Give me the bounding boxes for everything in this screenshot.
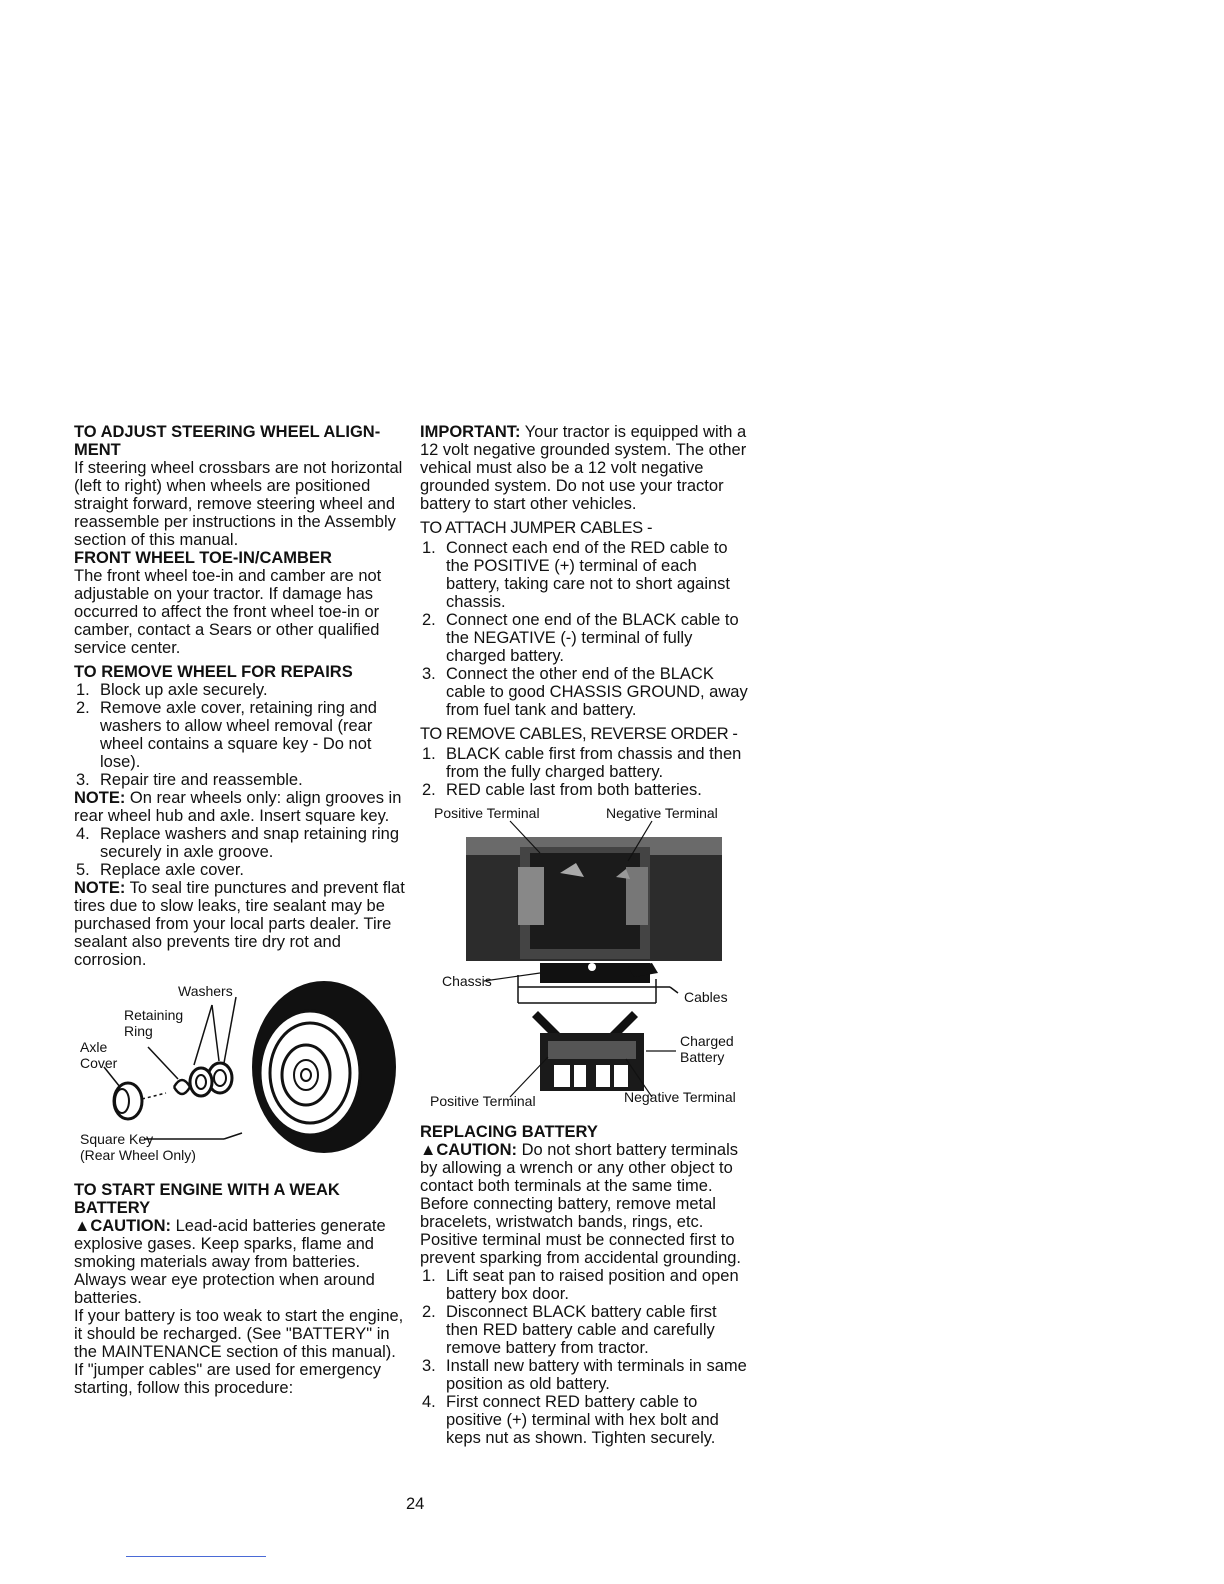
toe-title: FRONT WHEEL TOE-IN/CAMBER: [74, 549, 332, 567]
label-washers: Washers: [178, 983, 233, 999]
label-battery: Battery: [680, 1049, 725, 1065]
wheel-removal-figure: [74, 975, 410, 1175]
replacing-battery-positive-first: Positive terminal must be connected first to prevent sparking from accidental grounding.: [420, 1231, 742, 1267]
note-rear-wheels: NOTE: On rear wheels only: align grooves in rear wheel hub and axle. Insert square key.: [74, 789, 402, 825]
jump-start-illustration: [420, 807, 752, 1117]
label-chassis: Chassis: [442, 973, 492, 989]
label-positive-terminal-bottom: Positive Terminal: [430, 1093, 536, 1109]
list-item: 2. Connect one end of the BLACK cable to the NEGATIVE (-) terminal of fully charged battery.: [422, 611, 739, 665]
label-negative-terminal-bottom: Negative Terminal: [624, 1089, 736, 1105]
list-item: 4. Replace washers and snap retaining ring securely in axle groove.: [76, 825, 400, 861]
remove-wheel-steps-cont: [74, 825, 410, 879]
list-item: 4. First connect RED battery cable to positive (+) terminal with hex bolt and keps nut as shown. Tighten securely.: [422, 1393, 719, 1447]
steering-title: TO ADJUST STEERING WHEEL ALIGN-MENT: [74, 423, 381, 459]
remove-wheel-steps: [74, 681, 410, 789]
list-item: 1. BLACK cable first from chassis and then from the fully charged battery.: [422, 745, 742, 781]
weak-battery-jumper: If "jumper cables" are used for emergency starting, follow this procedure:: [74, 1361, 382, 1397]
page-number: 24: [406, 1495, 425, 1513]
label-retaining: Retaining: [124, 1007, 184, 1023]
label-positive-terminal-top: Positive Terminal: [434, 805, 540, 821]
important-note: IMPORTANT: Your tractor is equipped with a 12 volt negative grounded system. The other vehical must also be a 12 volt negative grounded system. Do not use your tractor battery to start other vehicles.: [420, 423, 747, 513]
replacing-battery-title: REPLACING BATTERY: [420, 1123, 598, 1141]
list-item: 5. Replace axle cover.: [76, 861, 244, 879]
attach-cables-steps: [420, 539, 752, 719]
list-item: 3. Install new battery with terminals in same position as old battery.: [422, 1357, 747, 1393]
replacing-battery-caution: ▲CAUTION: Do not short battery terminals by allowing a wrench or any other object to contact both terminals at the same time. Before connecting battery, remove metal bracelets, wristwatch bands, rings, etc.: [420, 1141, 739, 1231]
list-item: 1. Connect each end of the RED cable to the POSITIVE (+) terminal of each battery, taking care not to short against chassis.: [422, 539, 731, 611]
label-negative-terminal-top: Negative Terminal: [606, 805, 718, 821]
list-item: 3. Repair tire and reassemble.: [76, 771, 303, 789]
list-item: 3. Connect the other end of the BLACK cable to good CHASSIS GROUND, away from fuel tank and battery.: [422, 665, 748, 719]
warning-triangle-icon: ▲: [420, 1141, 437, 1159]
weak-battery-recharge: If your battery is too weak to start the engine, it should be recharged. (See "BATTERY" in the MAINTENANCE section of this manual).: [74, 1307, 404, 1361]
label-charged: Charged: [680, 1033, 734, 1049]
attach-cables-title: TO ATTACH JUMPER CABLES -: [420, 519, 653, 537]
list-item: 1. Block up axle securely.: [76, 681, 268, 699]
left-column: [74, 423, 410, 1397]
weak-battery-caution: ▲CAUTION: Lead-acid batteries generate explosive gases. Keep sparks, flame and smoking materials away from batteries. Always wear eye protection when around batteries.: [74, 1217, 386, 1307]
label-ring: Ring: [124, 1023, 153, 1039]
right-column: [420, 423, 752, 1447]
list-item: 2. RED cable last from both batteries.: [422, 781, 702, 799]
list-item: 1. Lift seat pan to raised position and open battery box door.: [422, 1267, 739, 1303]
label-cover: Cover: [80, 1055, 118, 1071]
replacing-battery-steps: [420, 1267, 752, 1447]
remove-wheel-title: TO REMOVE WHEEL FOR REPAIRS: [74, 663, 353, 681]
note-tire-sealant: NOTE: To seal tire punctures and prevent flat tires due to slow leaks, tire sealant may be purchased from your local parts dealer. Tire sealant also prevents tire dry rot and corrosion.: [74, 879, 405, 969]
label-cables: Cables: [684, 989, 728, 1005]
weak-battery-title: TO START ENGINE WITH A WEAK BATTERY: [74, 1181, 340, 1217]
list-item: 2. Remove axle cover, retaining ring and washers to allow wheel removal (rear wheel contains a square key - Do not lose).: [76, 699, 377, 771]
toe-body: The front wheel toe-in and camber are not adjustable on your tractor. If damage has occurred to affect the front wheel toe-in or camber, contact a Sears or other qualified service center.: [74, 567, 382, 657]
bottom-rule: [126, 1556, 266, 1557]
label-square-key: Square Key: [80, 1131, 154, 1147]
label-axle: Axle: [80, 1039, 108, 1055]
list-item: 2. Disconnect BLACK battery cable first then RED battery cable and carefully remove battery from tractor.: [422, 1303, 717, 1357]
remove-cables-title: TO REMOVE CABLES, REVERSE ORDER -: [420, 725, 738, 743]
jump-start-figure: [420, 807, 752, 1117]
remove-cables-steps: [420, 745, 752, 799]
warning-triangle-icon: ▲: [74, 1217, 91, 1235]
steering-body: If steering wheel crossbars are not horizontal (left to right) when wheels are positioned straight forward, remove steering wheel and reassemble per instructions in the Assembly section of this manual.: [74, 459, 403, 549]
label-rear-wheel-only: (Rear Wheel Only): [80, 1147, 196, 1163]
